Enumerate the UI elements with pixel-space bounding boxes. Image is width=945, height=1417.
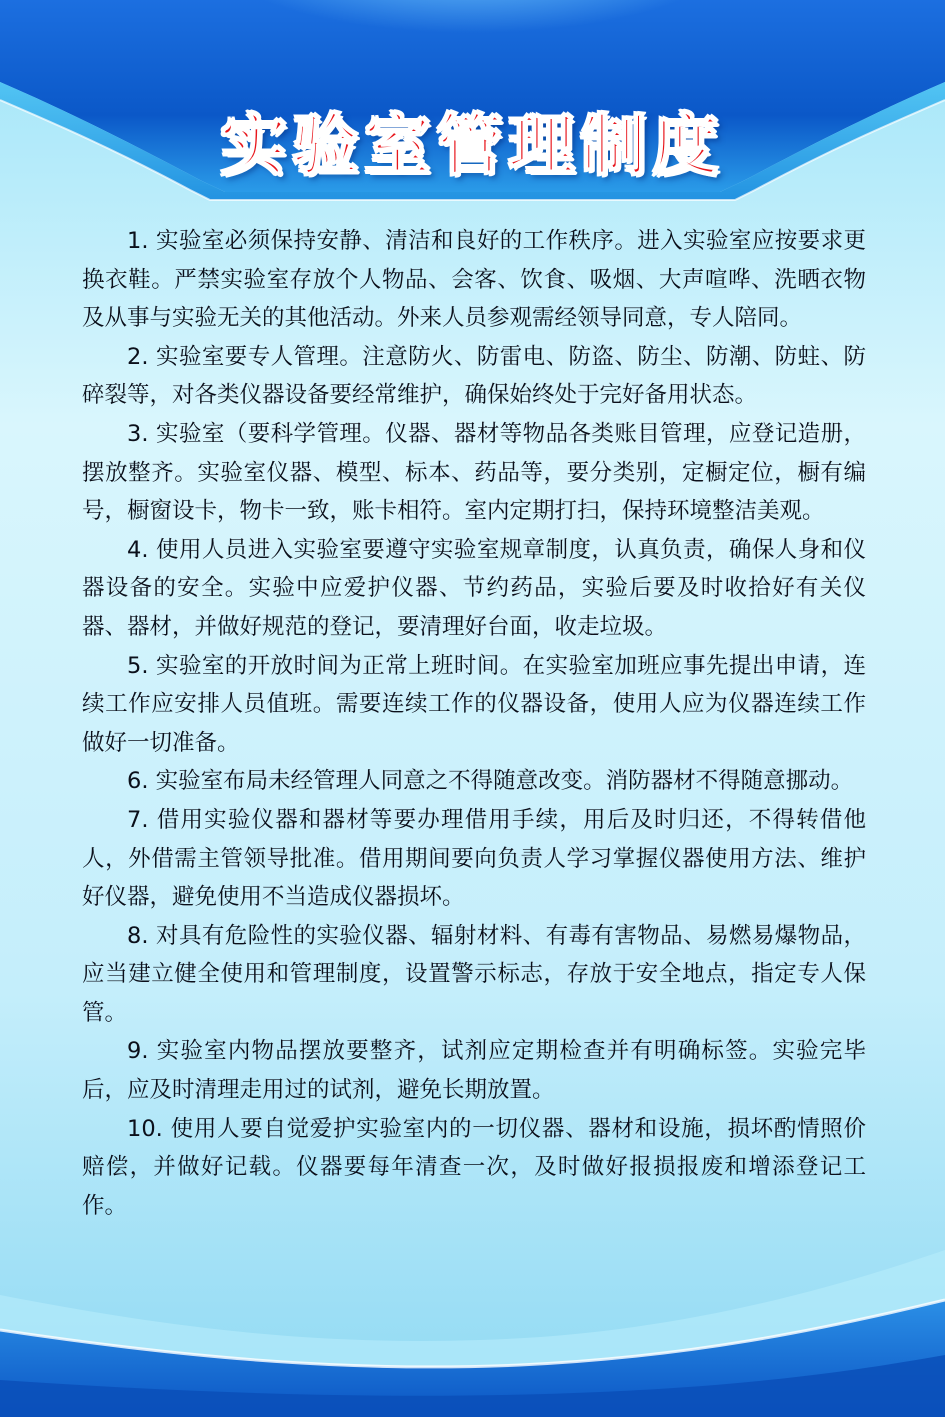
rule-item: 9. 实验室内物品摆放要整齐，试剂应定期检查并有明确标签。实验完毕后，应及时清理走用过的试剂，避免长期放置。 bbox=[82, 1038, 866, 1104]
rule-item: 10. 使用人要自觉爱护实验室内的一切仪器、器材和设施，损坏酌情照价赔偿，并做好记载。仪器要每年清查一次，及时做好报损报废和增添登记工作。 bbox=[82, 1115, 866, 1219]
rule-item: 3. 实验室（要科学管理。仪器、器材等物品各类账目管理，应登记造册，摆放整齐。实验室仪器、模型、标本、药品等，要分类别，定橱定位，橱有编号，橱窗设卡，物卡一致，账卡相符。室内定期打扫，保持环境整洁美观。 bbox=[82, 420, 866, 525]
rule-item: 8. 对具有危险性的实验仪器、辐射材料、有毒有害物品、易燃易爆物品，应当建立健全使用和管理制度，设置警示标志，存放于安全地点，指定专人保管。 bbox=[82, 922, 866, 1026]
rule-item: 2. 实验室要专人管理。注意防火、防雷电、防盗、防尘、防潮、防蛀、防碎裂等，对各类仪器设备要经常维护，确保始终处于完好备用状态。 bbox=[82, 343, 866, 409]
rules-list bbox=[82, 222, 866, 1225]
rule-item: 1. 实验室必须保持安静、清洁和良好的工作秩序。进入实验室应按要求更换衣鞋。严禁实验室存放个人物品、会客、饮食、吸烟、大声喧哗、洗晒衣物及从事与实验无关的其他活动。外来人员参观需经领导同意，专人陪同。 bbox=[82, 228, 866, 332]
rule-item: 7. 借用实验仪器和器材等要办理借用手续，用后及时归还，不得转借他人，外借需主管领导批准。借用期间要向负责人学习掌握仪器使用方法、维护好仪器，避免使用不当造成仪器损坏。 bbox=[82, 806, 866, 911]
rule-item: 6. 实验室布局未经管理人同意之不得随意改变。消防器材不得随意挪动。 bbox=[127, 768, 854, 795]
rule-item: 4. 使用人员进入实验室要遵守实验室规章制度，认真负责，确保人身和仪器设备的安全。实验中应爱护仪器、节约药品，实验后要及时收拾好有关仪器、器材，并做好规范的登记，要清理好台面，收走垃圾。 bbox=[82, 536, 866, 640]
rule-item: 5. 实验室的开放时间为正常上班时间。在实验室加班应事先提出申请，连续工作应安排人员值班。需要连续工作的仪器设备，使用人应为仪器连续工作做好一切准备。 bbox=[82, 652, 866, 756]
page-title: 实验室管理制度 bbox=[220, 107, 725, 184]
